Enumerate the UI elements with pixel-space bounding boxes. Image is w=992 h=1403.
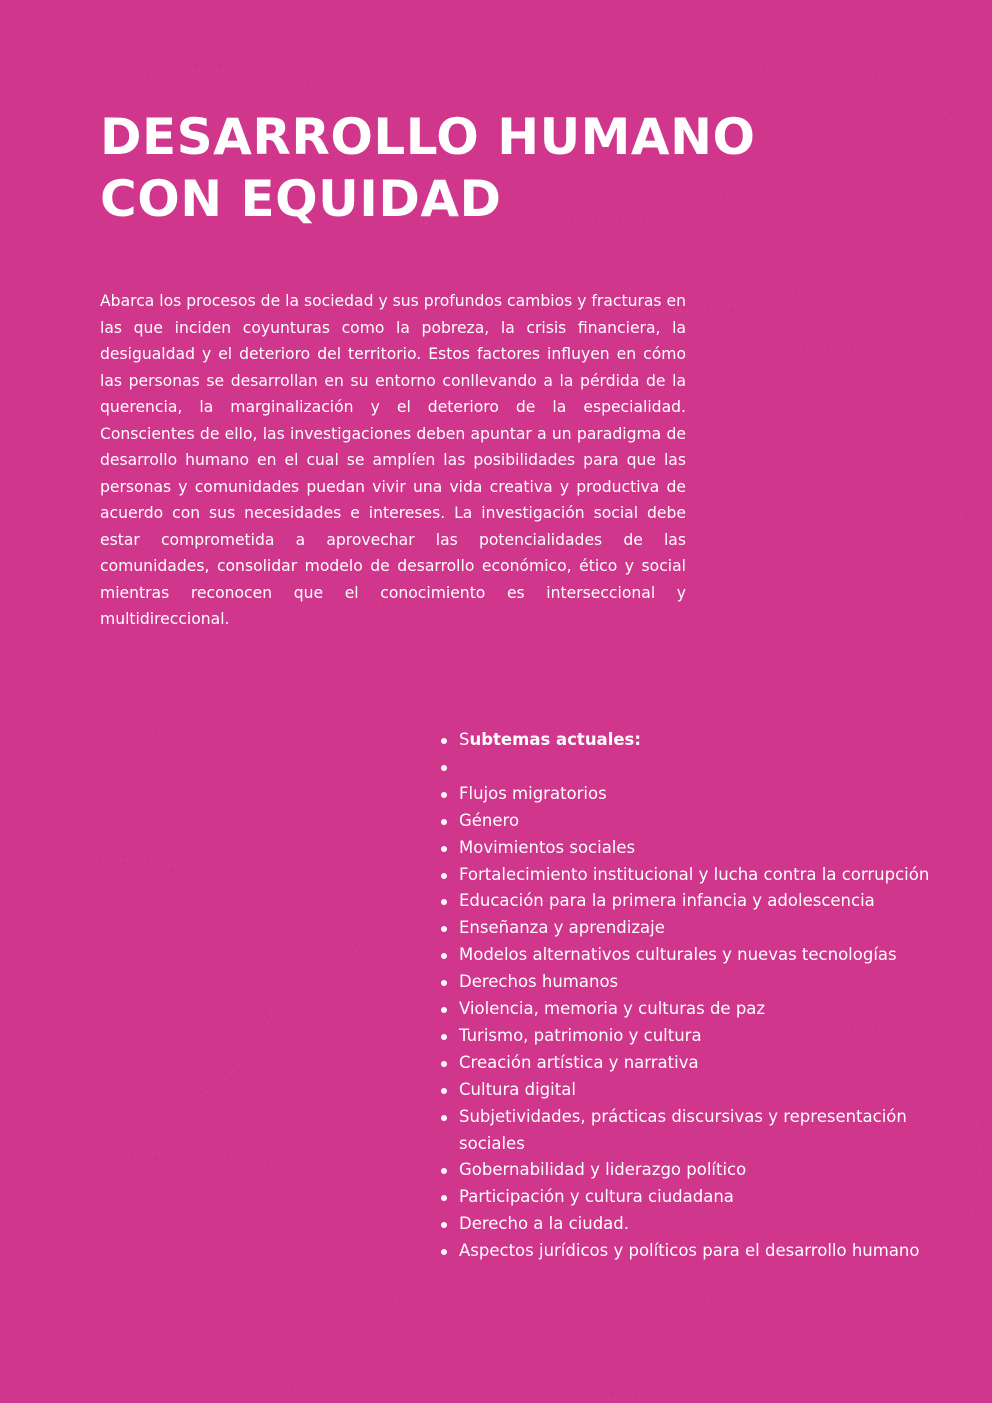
list-item: Gobernabilidad y liderazgo político	[438, 1157, 938, 1184]
subtopics-heading	[438, 727, 938, 754]
list-item: Derechos humanos	[438, 969, 938, 996]
page-title-line-1: DESARROLLO HUMANO	[100, 108, 756, 166]
list-item: Enseñanza y aprendizaje	[438, 915, 938, 942]
list-item: Flujos migratorios	[438, 781, 938, 808]
list-item: Educación para la primera infancia y adolescencia	[438, 888, 938, 915]
list-item: Subjetividades, prácticas discursivas y representación sociales	[438, 1104, 938, 1158]
list-item: Género	[438, 808, 938, 835]
list-item: Fortalecimiento institucional y lucha contra la corrupción	[438, 862, 938, 889]
list-item: Aspectos jurídicos y políticos para el desarrollo humano	[438, 1238, 938, 1265]
list-item: Creación artística y narrativa	[438, 1050, 938, 1077]
list-item-empty	[438, 754, 938, 781]
subtopics-list	[438, 727, 938, 1265]
list-item: Derecho a la ciudad.	[438, 1211, 938, 1238]
subtopics-heading-rest: ubtemas actuales:	[469, 730, 641, 749]
list-item: Participación y cultura ciudadana	[438, 1184, 938, 1211]
intro-paragraph: Abarca los procesos de la sociedad y sus profundos cambios y fracturas en las que inciden coyunturas como la pobreza, la crisis financiera, la desigualdad y el deterioro del territorio. Estos factores influyen en cómo las personas se desarrollan en su entorno conllevando a la pérdida de la querencia, la marginalización y el deterioro de la especialidad. Conscientes de ello, las investigaciones deben apuntar a un paradigma de desarrollo humano en el cual se amplíen las posibilidades para que las personas y comunidades puedan vivir una vida creativa y productiva de acuerdo con sus necesidades e intereses. La investigación social debe estar comprometida a aprovechar las potencialidades de las comunidades, consolidar modelo de desarrollo económico, ético y social mientras reconocen que el conocimiento es interseccional y multidireccional.	[100, 292, 686, 628]
page-title	[100, 106, 920, 230]
list-item: Cultura digital	[438, 1077, 938, 1104]
list-item: Modelos alternativos culturales y nuevas tecnologías	[438, 942, 938, 969]
list-item: Turismo, patrimonio y cultura	[438, 1023, 938, 1050]
list-item: Movimientos sociales	[438, 835, 938, 862]
page-title-line-2: CON EQUIDAD	[100, 170, 502, 228]
subtopics-heading-first-letter: S	[459, 730, 470, 749]
list-item: Violencia, memoria y culturas de paz	[438, 996, 938, 1023]
